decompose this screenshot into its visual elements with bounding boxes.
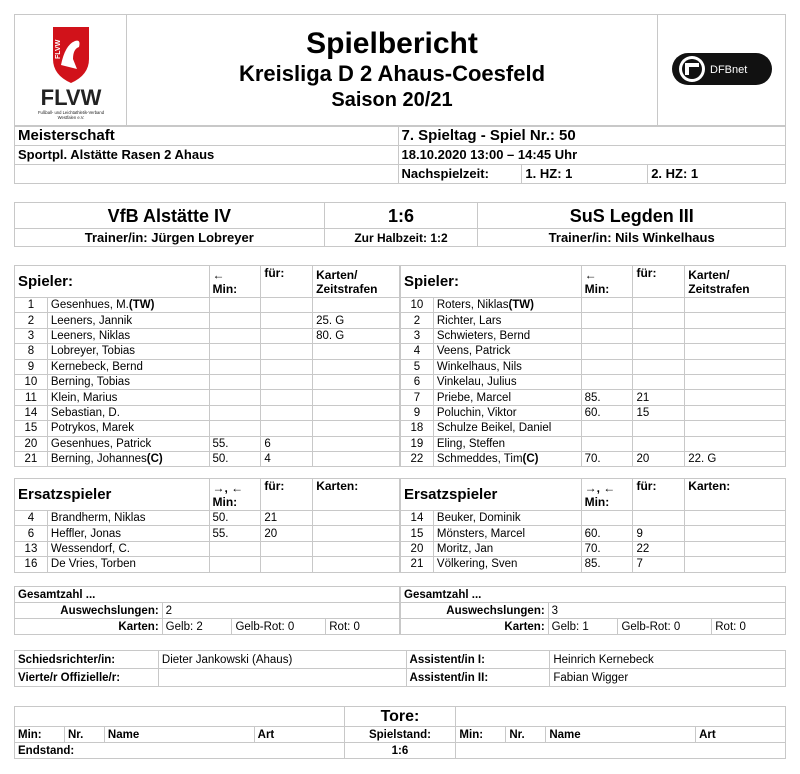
player-number: 6 <box>15 526 48 541</box>
player-number: 14 <box>15 405 48 420</box>
player-name-text: Priebe, Marcel <box>436 391 512 404</box>
yellow-count: Gelb: 2 <box>162 619 232 635</box>
sub-minute <box>581 298 633 313</box>
subs-count: 3 <box>548 603 785 619</box>
player-name <box>47 451 209 466</box>
yellow-red-count: Gelb-Rot: 0 <box>232 619 326 635</box>
goal-type-header: Art <box>254 727 344 743</box>
player-name <box>47 313 209 328</box>
sub-minute <box>209 313 261 328</box>
sub-for: 6 <box>261 436 313 451</box>
player-name-text: Mönsters, Marcel <box>436 527 526 540</box>
player-name-text: Berning, Tobias <box>50 376 130 389</box>
sub-for: 7 <box>633 557 685 572</box>
player-cards <box>313 451 400 466</box>
score-progress-header: Spielstand: <box>344 727 456 743</box>
player-name <box>433 557 581 572</box>
player-row <box>15 557 400 572</box>
player-row <box>401 328 786 343</box>
goal-name-header: Name <box>104 727 254 743</box>
extra-time-hz2: 2. HZ: 1 <box>648 165 786 184</box>
player-row <box>15 313 400 328</box>
sub-minute <box>209 390 261 405</box>
player-cards <box>685 405 786 420</box>
player-row <box>15 359 400 374</box>
player-cards <box>685 511 786 526</box>
player-number: 7 <box>401 390 434 405</box>
player-name <box>47 390 209 405</box>
player-number: 16 <box>15 557 48 572</box>
player-number: 14 <box>401 511 434 526</box>
player-row <box>15 511 400 526</box>
svg-text:Fußball- und Leichtathletik-Ve: Fußball- und Leichtathletik-Verband <box>37 110 105 115</box>
flvw-logo <box>15 15 127 125</box>
player-name-text: Wessendorf, C. <box>50 542 130 555</box>
away-totals <box>400 586 786 635</box>
player-row <box>15 451 400 466</box>
player-number: 1 <box>15 298 48 313</box>
sub-for <box>261 359 313 374</box>
player-name <box>47 541 209 556</box>
league-title: Kreisliga D 2 Ahaus-Coesfeld <box>238 61 546 86</box>
sub-minute <box>209 359 261 374</box>
goals-table <box>14 706 786 759</box>
sub-for <box>261 328 313 343</box>
referee-name: Dieter Jankowski (Ahaus) <box>158 651 406 669</box>
venue: Sportpl. Alstätte Rasen 2 Ahaus <box>15 146 399 165</box>
player-number: 15 <box>401 526 434 541</box>
sub-minute <box>209 298 261 313</box>
player-name <box>433 526 581 541</box>
sub-minute <box>581 421 633 436</box>
player-number: 21 <box>15 451 48 466</box>
sub-for: 20 <box>261 526 313 541</box>
player-name <box>433 405 581 420</box>
player-cards <box>685 526 786 541</box>
extra-time-hz1: 1. HZ: 1 <box>522 165 648 184</box>
halftime-score: Zur Halbzeit: 1:2 <box>324 229 478 247</box>
player-name <box>433 298 581 313</box>
player-name <box>47 421 209 436</box>
player-role-tag: (TW) <box>508 299 534 312</box>
svg-text:FLVW: FLVW <box>40 85 102 110</box>
player-name-text: Klein, Marius <box>50 391 118 404</box>
sub-for <box>633 328 685 343</box>
player-number: 9 <box>15 359 48 374</box>
player-row <box>15 328 400 343</box>
sub-minute: 60. <box>581 405 633 420</box>
player-cards <box>313 541 400 556</box>
player-cards <box>685 359 786 374</box>
sub-minute <box>209 344 261 359</box>
officials-table <box>14 650 786 687</box>
goal-nr-header: Nr. <box>64 727 104 743</box>
home-players-table <box>14 265 400 467</box>
totals-label: Gesamtzahl ... <box>401 587 786 603</box>
player-name-text: Schmeddes, Tim <box>436 453 523 466</box>
player-name <box>433 328 581 343</box>
player-cards <box>685 557 786 572</box>
player-row <box>15 374 400 389</box>
player-number: 3 <box>15 328 48 343</box>
player-row <box>401 436 786 451</box>
player-name <box>47 436 209 451</box>
sub-min-header: →, ← Min: <box>581 479 633 511</box>
player-name <box>47 298 209 313</box>
player-row <box>401 541 786 556</box>
yellow-red-count: Gelb-Rot: 0 <box>618 619 712 635</box>
player-number: 13 <box>15 541 48 556</box>
match-info <box>14 126 786 184</box>
totals-label: Gesamtzahl ... <box>15 587 400 603</box>
player-name <box>433 421 581 436</box>
player-row <box>401 344 786 359</box>
player-cards: 22. G <box>685 451 786 466</box>
player-cards <box>313 511 400 526</box>
dfbnet-logo <box>657 15 785 125</box>
player-name <box>47 511 209 526</box>
away-coach: Trainer/in: Nils Winkelhaus <box>478 229 786 247</box>
player-row <box>401 298 786 313</box>
player-name-text: Moritz, Jan <box>436 542 494 555</box>
player-row <box>401 390 786 405</box>
away-team-name: SuS Legden III <box>478 203 786 229</box>
player-row <box>15 344 400 359</box>
player-cards <box>685 298 786 313</box>
sub-minute <box>209 421 261 436</box>
player-row <box>401 374 786 389</box>
cards-header: Karten/ Zeitstrafen <box>313 266 400 298</box>
player-cards <box>685 374 786 389</box>
datetime: 18.10.2020 13:00 – 14:45 Uhr <box>398 146 786 165</box>
subs-header: Ersatzspieler <box>15 479 210 511</box>
sub-minute: 60. <box>581 526 633 541</box>
goal-nr-header: Nr. <box>506 727 546 743</box>
svg-text:FLVW: FLVW <box>55 39 62 59</box>
player-row <box>401 359 786 374</box>
sub-for: 22 <box>633 541 685 556</box>
player-name-text: Gesenhues, Patrick <box>50 437 152 450</box>
sub-for <box>633 374 685 389</box>
player-cards <box>313 405 400 420</box>
home-coach: Trainer/in: Jürgen Lobreyer <box>15 229 325 247</box>
sub-for <box>633 359 685 374</box>
subs-header: Ersatzspieler <box>401 479 582 511</box>
player-name-text: Heffler, Jonas <box>50 527 122 540</box>
sub-minute <box>581 344 633 359</box>
sub-minute: 70. <box>581 451 633 466</box>
player-name <box>433 390 581 405</box>
away-players-table <box>400 265 786 467</box>
player-name <box>47 328 209 343</box>
sub-for <box>633 298 685 313</box>
goals-title: Tore: <box>344 707 456 727</box>
player-name <box>47 405 209 420</box>
player-name-text: Eling, Steffen <box>436 437 506 450</box>
player-role-tag: (C) <box>146 453 163 466</box>
player-cards <box>313 421 400 436</box>
home-team-name: VfB Alstätte IV <box>15 203 325 229</box>
player-number: 10 <box>401 298 434 313</box>
sub-minute <box>581 374 633 389</box>
player-row <box>401 526 786 541</box>
player-cards <box>685 344 786 359</box>
cards-label: Karten: <box>15 619 163 635</box>
sub-for <box>261 541 313 556</box>
player-number: 18 <box>401 421 434 436</box>
player-cards: 80. G <box>313 328 400 343</box>
assistant2-name: Fabian Wigger <box>550 669 786 687</box>
player-cards <box>685 421 786 436</box>
player-name-text: Leeners, Jannik <box>50 314 133 327</box>
player-cards <box>313 526 400 541</box>
player-name <box>433 313 581 328</box>
cards-header: Karten: <box>685 479 786 511</box>
player-cards <box>685 313 786 328</box>
assistant1-name: Heinrich Kernebeck <box>550 651 786 669</box>
sub-for: 21 <box>261 511 313 526</box>
sub-minute: 85. <box>581 557 633 572</box>
player-name <box>47 359 209 374</box>
sub-for <box>261 344 313 359</box>
player-name-text: Vinkelau, Julius <box>436 376 517 389</box>
sub-for <box>633 436 685 451</box>
player-number: 9 <box>401 405 434 420</box>
player-name-text: Völkering, Sven <box>436 558 518 571</box>
sub-for <box>261 390 313 405</box>
player-row <box>401 511 786 526</box>
player-cards <box>313 557 400 572</box>
sub-for: 20 <box>633 451 685 466</box>
goal-min-header: Min: <box>456 727 506 743</box>
player-number: 22 <box>401 451 434 466</box>
sub-for <box>261 557 313 572</box>
player-cards <box>313 344 400 359</box>
player-cards <box>313 298 400 313</box>
player-cards <box>313 359 400 374</box>
sub-minute: 55. <box>209 526 261 541</box>
subs-count-label: Auswechslungen: <box>401 603 549 619</box>
player-row <box>401 451 786 466</box>
player-name-text: Berning, Johannes <box>50 453 147 466</box>
sub-minute: 50. <box>209 451 261 466</box>
player-row <box>15 526 400 541</box>
referee-label: Schiedsrichter/in: <box>15 651 159 669</box>
player-name-text: Leeners, Niklas <box>50 329 131 342</box>
fuer-header: für: <box>633 479 685 511</box>
player-cards <box>685 541 786 556</box>
player-name <box>433 436 581 451</box>
sub-for <box>633 511 685 526</box>
sub-minute <box>209 541 261 556</box>
player-number: 10 <box>15 374 48 389</box>
player-row <box>401 557 786 572</box>
sub-for <box>633 421 685 436</box>
player-name-text: Kernebeck, Bernd <box>50 360 143 373</box>
final-score: 1:6 <box>324 203 478 229</box>
player-name-text: Brandherm, Niklas <box>50 512 146 525</box>
player-name-text: Schulze Beikel, Daniel <box>436 422 552 435</box>
sub-for: 4 <box>261 451 313 466</box>
fourth-official-label: Vierte/r Offizielle/r: <box>15 669 159 687</box>
player-name <box>433 359 581 374</box>
cards-header: Karten/ Zeitstrafen <box>685 266 786 298</box>
away-subs-table <box>400 478 786 573</box>
player-number: 20 <box>401 541 434 556</box>
player-row <box>401 313 786 328</box>
player-name-text: Winkelhaus, Nils <box>436 360 522 373</box>
player-cards <box>313 390 400 405</box>
red-count: Rot: 0 <box>326 619 400 635</box>
sub-for <box>261 421 313 436</box>
player-number: 2 <box>15 313 48 328</box>
player-number: 8 <box>15 344 48 359</box>
player-cards <box>685 390 786 405</box>
sub-minute <box>209 374 261 389</box>
sub-minute <box>581 328 633 343</box>
sub-for <box>633 313 685 328</box>
player-role-tag: (C) <box>522 453 539 466</box>
player-cards <box>313 374 400 389</box>
sub-minute <box>581 436 633 451</box>
player-row <box>15 405 400 420</box>
player-name <box>47 526 209 541</box>
player-row <box>15 541 400 556</box>
goal-min-header: Min: <box>15 727 65 743</box>
player-name <box>47 557 209 572</box>
sub-minute: 55. <box>209 436 261 451</box>
sub-minute <box>581 359 633 374</box>
sub-min-header: →, ← Min: <box>209 479 261 511</box>
player-row <box>15 390 400 405</box>
subs-count: 2 <box>162 603 399 619</box>
players-header: Spieler: <box>15 266 210 298</box>
assistant2-label: Assistent/in II: <box>406 669 550 687</box>
svg-text:DFBnet: DFBnet <box>710 64 748 76</box>
player-role-tag: (TW) <box>128 299 155 312</box>
sub-minute: 50. <box>209 511 261 526</box>
fuer-header: für: <box>261 479 313 511</box>
player-name <box>433 374 581 389</box>
player-name-text: Sebastian, D. <box>50 406 120 419</box>
assistant1-label: Assistent/in I: <box>406 651 550 669</box>
player-name <box>47 374 209 389</box>
matchday: 7. Spieltag - Spiel Nr.: 50 <box>398 127 786 146</box>
extra-time-label: Nachspielzeit: <box>398 165 522 184</box>
sub-minute <box>581 511 633 526</box>
player-name-text: De Vries, Torben <box>50 558 136 571</box>
player-number: 19 <box>401 436 434 451</box>
player-cards <box>685 436 786 451</box>
goal-name-header: Name <box>546 727 696 743</box>
sub-for: 9 <box>633 526 685 541</box>
player-name <box>433 451 581 466</box>
endstand-score: 1:6 <box>344 743 456 759</box>
player-row <box>15 421 400 436</box>
sub-for: 15 <box>633 405 685 420</box>
sub-for <box>633 344 685 359</box>
player-name <box>433 344 581 359</box>
player-name <box>433 511 581 526</box>
player-row <box>401 421 786 436</box>
player-name-text: Beuker, Dominik <box>436 512 521 525</box>
player-name-text: Veens, Patrick <box>436 345 511 358</box>
player-number: 15 <box>15 421 48 436</box>
sub-minute <box>581 313 633 328</box>
report-title: Spielbericht <box>306 27 478 60</box>
player-name-text: Roters, Niklas <box>436 299 509 312</box>
sub-for <box>261 313 313 328</box>
player-number: 11 <box>15 390 48 405</box>
cards-header: Karten: <box>313 479 400 511</box>
fourth-official-name <box>158 669 406 687</box>
player-name <box>433 541 581 556</box>
home-totals <box>14 586 400 635</box>
sub-minute: 70. <box>581 541 633 556</box>
report-header <box>14 14 786 126</box>
player-name-text: Schwieters, Bernd <box>436 329 531 342</box>
player-cards <box>313 436 400 451</box>
player-name <box>47 344 209 359</box>
player-number: 4 <box>401 344 434 359</box>
sub-minute <box>209 405 261 420</box>
min-header: ← Min: <box>209 266 261 298</box>
player-name-text: Richter, Lars <box>436 314 502 327</box>
player-cards: 25. G <box>313 313 400 328</box>
player-cards <box>685 328 786 343</box>
players-header: Spieler: <box>401 266 582 298</box>
home-subs-table <box>14 478 400 573</box>
fuer-header: für: <box>633 266 685 298</box>
sub-minute <box>209 328 261 343</box>
min-header: ← Min: <box>581 266 633 298</box>
player-number: 5 <box>401 359 434 374</box>
yellow-count: Gelb: 1 <box>548 619 618 635</box>
competition: Meisterschaft <box>15 127 399 146</box>
cards-label: Karten: <box>401 619 549 635</box>
player-number: 21 <box>401 557 434 572</box>
player-row <box>15 436 400 451</box>
player-row <box>401 405 786 420</box>
goal-type-header: Art <box>696 727 786 743</box>
subs-count-label: Auswechslungen: <box>15 603 163 619</box>
sub-for: 21 <box>633 390 685 405</box>
player-name-text: Poluchin, Viktor <box>436 406 517 419</box>
fuer-header: für: <box>261 266 313 298</box>
player-number: 20 <box>15 436 48 451</box>
sub-for <box>261 374 313 389</box>
season-title: Saison 20/21 <box>331 89 453 111</box>
player-name-text: Potrykos, Marek <box>50 422 134 435</box>
endstand-label: Endstand: <box>15 743 345 759</box>
sub-minute <box>209 557 261 572</box>
teams-block <box>14 202 786 247</box>
svg-text:Westfalen e.V.: Westfalen e.V. <box>57 115 85 120</box>
player-row <box>15 298 400 313</box>
sub-for <box>261 405 313 420</box>
player-name-text: Gesenhues, M. <box>50 299 129 312</box>
player-number: 2 <box>401 313 434 328</box>
player-number: 3 <box>401 328 434 343</box>
sub-for <box>261 298 313 313</box>
player-number: 6 <box>401 374 434 389</box>
red-count: Rot: 0 <box>712 619 786 635</box>
player-name-text: Lobreyer, Tobias <box>50 345 136 358</box>
sub-minute: 85. <box>581 390 633 405</box>
player-number: 4 <box>15 511 48 526</box>
